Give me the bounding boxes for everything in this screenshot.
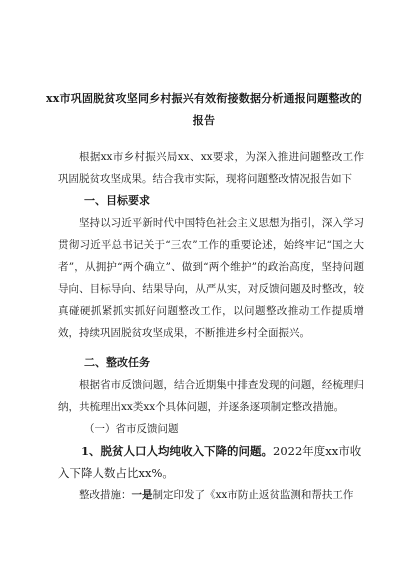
subsection-1-heading: （一）省市反馈问题	[84, 423, 179, 435]
intro-paragraph: 根据xx市乡村振兴局xx、xx要求，为深入推进问题整改工作巩固脱贫攻坚成果。结合我市实际，现将问题整改情况报告如下	[58, 151, 364, 185]
section-2-paragraph: 根据省市反馈问题，结合近期集中排查发现的问题，经梳理归纳，共梳理出xx类xx个具体问题，并逐条逐项制定整改措施。	[58, 379, 364, 413]
document-title	[40, 88, 368, 132]
section-1-paragraph: 坚持以习近平新时代中国特色社会主义思想为指引，深入学习贯彻习近平总书记关于“三农”工作的重要论述，始终牢记“国之大者”，从拥护“两个确立”、做到“两个维护”的政治高度，坚持问题导向、目标导向、结果导向，从严从实，对反馈问题及时整改，较真碰硬抓紧抓实抓好问题整改工作，以问题整改推动工作提质增效，持续巩固脱贫攻坚成果，不断推进乡村全面振兴。	[58, 217, 364, 339]
title-line-2: 报告	[192, 114, 216, 127]
measure-paragraph	[58, 484, 364, 506]
item-1-title: 1、脱贫人口人均纯收入下降的问题。	[81, 444, 273, 458]
title-line-1: xx市巩固脱贫攻坚同乡村振兴有效衔接数据分析通报问题整改的	[46, 92, 362, 105]
item-1	[58, 440, 364, 484]
document-body	[58, 146, 364, 506]
item-1-text: 2022年度xx市收入下降人数占比xx%。	[58, 444, 362, 480]
measure-label: 整改措施：	[79, 489, 132, 501]
section-2-heading: 二、整改任务	[84, 356, 150, 369]
section-1-heading: 一、目标要求	[84, 194, 150, 207]
measure-text: 制定印发了《xx市防止返贫监测和帮扶工作	[152, 489, 354, 501]
measure-keyword: 一是	[131, 489, 153, 501]
